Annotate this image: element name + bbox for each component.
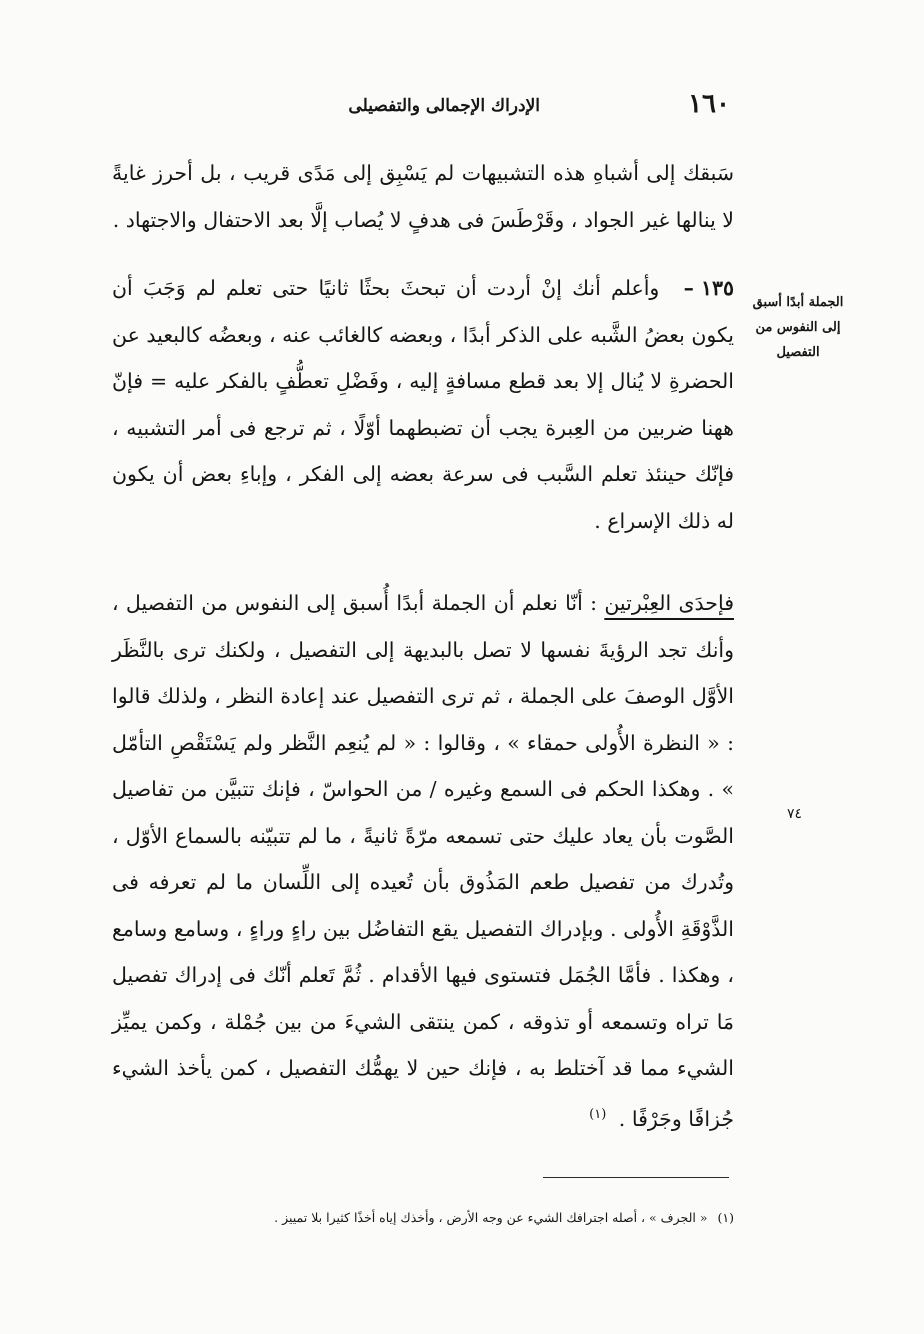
footnote [94, 1207, 734, 1229]
page-header [110, 88, 730, 124]
footnote-mark: (١) [717, 1210, 734, 1225]
margin-note [750, 290, 846, 365]
margin-note-line: التفصيل [776, 345, 820, 360]
running-title: الإدراك الإجمالى والتفصيلى [348, 96, 540, 116]
footnote-text: « الجرف » ، أصله اجترافك الشيء عن وجه الأرض ، وأخذك إياه أخذًا كثيرا بلا تمييز . [274, 1210, 708, 1225]
paragraph-text: وأعلم أنك إنْ أردت أن تبحثَ بحثًا ثانيًا حتى تعلم لم وَجَبَ أن يكون بعضُ الشَّبه على الذكر أبدًا ، وبعضه كالغائب عنه ، وبعضُه كالبعيد عن الحضرةِ لا يُنال إلا بعد قطع مسافةٍ إليه ، وفَضْلِ تعطُّفٍ بالفكر عليه = فإنّ ههنا ضربين من العِبرة يجب أن تضبطهما أوّلًا ، ثم ترجع فى أمر التشبيه ، فإنّك حينئذ تعلم السَّبب فى سرعة بعضه إلى الفكر ، وإباءِ بعض أن يكون له ذلك الإسراع . [112, 276, 734, 533]
margin-note-line: إلى النفوس من [755, 320, 841, 335]
paragraph-text: : أنّا نعلم أن الجملة أبدًا أُسبق إلى النفوس من التفصيل ، وأنك تجد الرؤيةَ نفسها لا تصل بالبديهة إلى التفصيل ، ولكنك ترى بالنَّظَر الأوَّل الوصفَ على الجملة ، ثم ترى التفصيل عند إعادة النظر ، ولذلك قالوا : « النظرة الأُولى حمقاء » ، وقالوا : « لم يُنعِم النَّظر ولم يَسْتَقْصِ التأمّل » . وهكذا الحكم فى السمع وغيره / من الحواسّ ، فإنك تتبيَّن من تفاصيل الصَّوت بأن يعاد عليك حتى تسمعه مرّةً ثانيةً ، ما لم تتبيّنه بالسماع الأوّل ، وتُدرك من تفصيل طعم المَذُوق بأن تُعيده إلى اللِّسان ما لم تعرفه فى الذَّوْقَةِ الأُولى . وبإدراك التفصيل يقع التفاضُل بين راءٍ وراءٍ ، وسامع وسامع ، وهكذا . فأمَّا الجُمَل فتستوى فيها الأقدام . ثُمَّ تَعلم أنّك فى إدراك تفصيل مَا تراه وتسمعه أو تذوقه ، كمن ينتقى الشيءَ من بين جُمْلة ، وكمن يميِّز الشيء مما قد آختلط به ، فإنك حين لا يهمُّك التفصيل ، كمن يأخذ الشيء جُزافًا وجَرْفًا . [112, 591, 734, 1131]
paragraph-lead: فإحدَى العِبْرتين [604, 591, 734, 615]
paragraph-two-lessons [112, 580, 734, 1142]
footnote-reference[interactable]: (١) [589, 1106, 607, 1122]
margin-page-reference: ٧٤ [786, 806, 802, 822]
paragraph-number: ١٣٥ – [683, 276, 734, 300]
paragraph-continuation: سَبقك إلى أشباهِ هذه التشبيهات لم يَسْبِق إلى مَدًى قريب ، بل أحرز غايةً لا ينالها غير الجواد ، وقَرْطَسَ فى هدفٍ لا يُصاب إلَّا بعد الاحتفال والاجتهاد . [112, 161, 734, 232]
paragraph-135 [112, 265, 734, 544]
margin-note-line: الجملة أبدًا أسبق [752, 295, 844, 310]
page-number: ١٦٠ [688, 89, 730, 119]
footnote-divider [543, 1177, 729, 1178]
main-text [112, 150, 734, 1142]
